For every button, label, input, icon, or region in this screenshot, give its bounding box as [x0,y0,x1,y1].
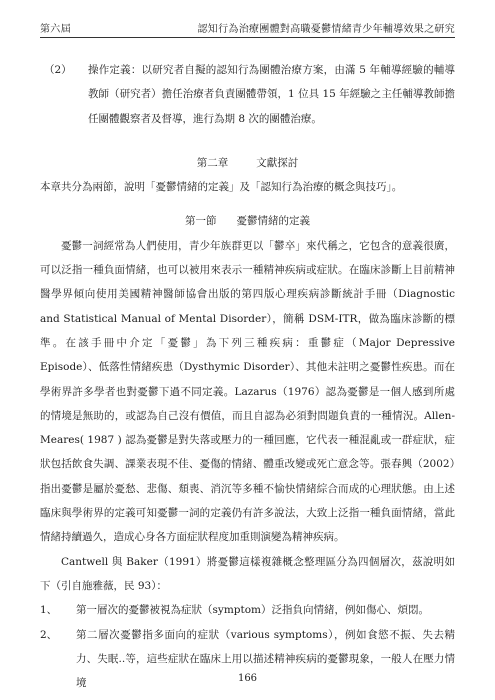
header-left: 第六屆 [40,24,71,35]
section-heading [40,209,455,233]
section-title: 憂鬱情緒的定義 [236,215,310,228]
chapter-intro: 本章共分為兩節，說明「憂鬱情緒的定義」及「認知行為治療的概念與技巧」。 [40,181,403,194]
list-item-number: 1、 [40,604,58,617]
chapter-title: 文獻探討 [256,156,299,169]
page-content [40,58,455,695]
list-item-text: 第一層次的憂鬱被視為症狀（symptom）泛指負向情緒，例如傷心、煩悶。 [76,604,429,617]
operational-definition-item [40,58,455,131]
running-header [40,20,455,42]
header-right: 認知行為治療團體對高職憂鬱情緒青少年輔導效果之研究 [197,24,455,35]
list-item [40,598,455,622]
section-number: 第一節 [185,215,217,228]
item-text: 操作定義：以研究者自擬的認知行為團體治療方案，由滿 5 年輔導經驗的輔導教師（研究者）擔任治療者負責團體帶領，1 位具 15 年經驗之主任輔導教師擔任團體觀察者及督導，進行為期 8 次的團體治療。 [88,64,455,125]
list-item-text: 第二層次憂鬱指多面向的症狀（various symptoms），例如食慾不振、失去精力、失眠..等，這些症狀在臨床上用以描述精神疾病的憂鬱現象，一般人在壓力情境 [76,628,455,690]
chapter-heading [40,151,455,175]
list-item [40,623,455,696]
header-rule [40,37,455,38]
body-paragraph-1: 憂鬱一詞經常為人們使用，青少年族群更以「鬱卒」來代稱之，它包含的意義很廣，可以泛指一種負面情緒，也可以被用來表示一種精神疾病或症狀。在臨床診斷上目前精神醫學界傾向使用美國精神醫師協會出版的第四版心理疾病診斷統計手冊（Diagnostic and Statistical Manual of Mental Disorder），簡稱 DSM-ITR，做為臨床診斷的標準。在該手冊中介定「憂鬱」為下列三種疾病：重鬱症（Major Depressive Episode）、低落性情緒疾患（Dysthymic Disorder）、其他未註明之憂鬱性疾患。而在學術界許多學者也對憂鬱下過不同定義。Lazarus（1976）認為憂鬱是一個人感到所處的情境是無助的，或認為自己沒有價值，而且自認為必須對問題負責的一種情況。Allen-Meares( 1987 ) 認為憂鬱是對失落或壓力的一種回應，它代表一種混亂或一群症狀，症狀包括飲食失調、課業表現不佳、憂傷的情緒、體重改變或死亡意念等。張春興（2002）指出憂鬱是屬於憂愁、悲傷、頹喪、消沉等多種不愉快情緒綜合而成的心理狀態。由上述臨床與學術界的定義可知憂鬱一詞的定義仍有許多說法，大致上泛指一種負面情緒，當此情緒持續過久，造成心身各方面症狀程度加重則演變為精神疾病。 [40,239,455,544]
item-number: （2） [44,64,72,76]
list-item-number: 2、 [40,628,58,641]
body-paragraph-2: Cantwell 與 Baker（1991）將憂鬱這樣複雜概念整理區分為四個層次，茲說明如下（引自施雅薇，民 93）： [40,555,455,592]
page-number: 166 [237,673,258,684]
chapter-number: 第二章 [196,156,229,169]
